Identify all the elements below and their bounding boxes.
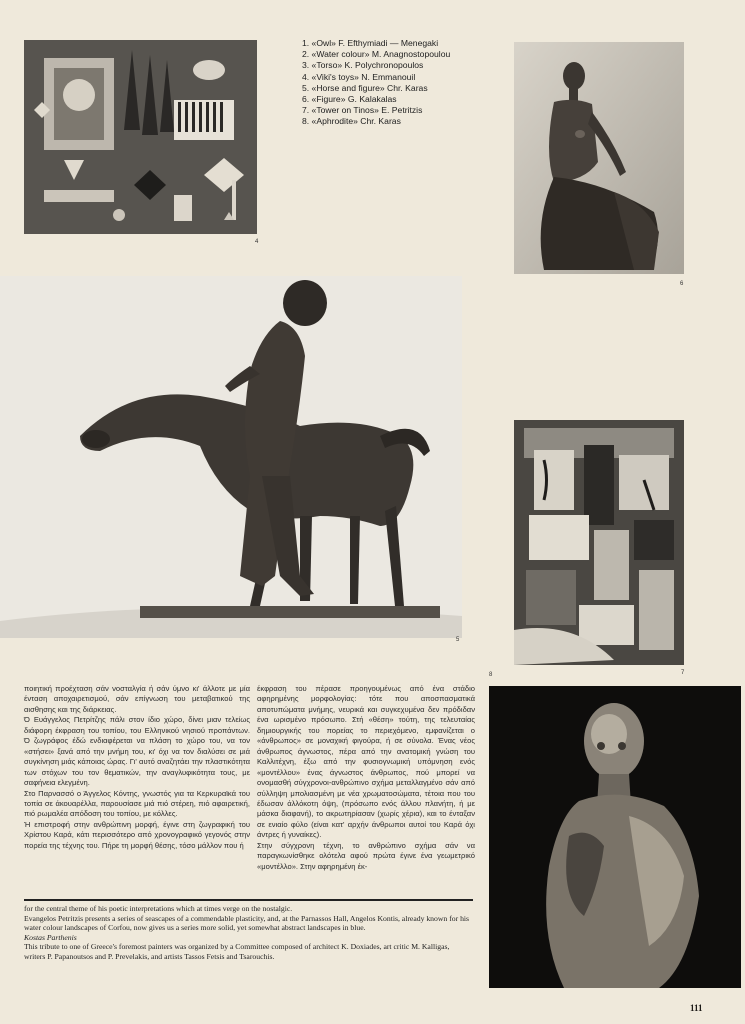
caption-item: 3. «Torso» K. Polychronopoulos: [302, 60, 424, 71]
photo-figure-sculpture: [514, 42, 684, 274]
page-number: 111: [690, 1003, 703, 1013]
photo-tower-on-tinos: [514, 420, 684, 665]
caption-item: 8. «Aphrodite» Chr. Karas: [302, 116, 401, 127]
horse-figure-illustration: [0, 276, 462, 638]
caption-list: [302, 38, 502, 128]
caption-item: 2. «Water colour» M. Anagnostopoulou: [302, 49, 451, 60]
english-paragraph: Evangelos Petritzis presents a series of seascapes of a commendable plasticity, and, at the Parnassos Hall, Angelos Kontis, already known for his water colour landscapes of Corfou, now gives us a series more solid, yet somewhat abstract landscapes in blue.: [24, 913, 470, 933]
caption-item: 7. «Tower on Tinos» E. Petritzis: [302, 105, 423, 116]
greek-paragraph: Ό Ευάγγελος Πετρίτζης πάλι στον ίδιο χώρο, δίνει μιαν τελείως διάφορη έκφραση του τοπίου, του Ελληνικού νησιού προπάντων. Ό ζωγράφος έδώ ενδιαφέρεται να πλάση το χώρο του, να τον «στήσει» ξανά από την μνήμη του, κι' όχι να τον διαλύσει σε μιά συγκίνηση μιάς κάποιας ώρας. Γι' αυτό αναζητάει την πλαστικότητα των στόχων του τον θεματικών, την αναγλυφικότητα τους, με σαφήνεια ελεγμένη.: [24, 715, 250, 788]
greek-paragraph: Ή επιστροφή στην ανθρώπινη μορφή, έγινε στη ζωγραφική του Χρίστου Καρά, κάτι περισσότερο από χρονογραφικό γεγονός στην πορεία της τέχνης του. Πήρε τη μορφή θέσης, τόσο μάλλον που ή: [24, 819, 250, 850]
figure-number-4: 4: [255, 239, 259, 245]
aphrodite-sculpture-illustration: [489, 686, 741, 988]
greek-paragraph: ποιητική προέχταση σάν νοσταλγία ή σάν ύμνο κι' άλλοτε με μία ένταση αποχαιρετισμού, σάν επίγνωση του μεταβατικού της αισθησης και της διάρκειας.: [24, 684, 250, 714]
photo-horse-and-figure: [0, 276, 462, 638]
greek-paragraph: Στο Παρνασσό ο Άγγελος Κόντης, γνωστός για τα Κερκυραϊκά του τοπία σε άκουαρέλλα, παρουσίασε μιά πιό στέρεη, πιό αφαιρετική, πιό ρωμαλέα απόδοση του τοπίου, με κόλλες.: [24, 788, 250, 819]
abstract-painting-illustration: [24, 40, 257, 234]
figure-number-8: 8: [489, 672, 493, 678]
caption-item: 5. «Horse and figure» Chr. Karas: [302, 82, 428, 93]
caption-item: 1. «Owl» F. Efthymiadi — Menegaki: [302, 38, 439, 48]
photo-viki-toys: [24, 40, 257, 234]
tinos-painting-illustration: [514, 420, 684, 665]
english-paragraph: This tribute to one of Greece's foremost painters was organized by a Committee composed of architect K. Doxiades, art critic M. Kalligas, writers P. Papanoutsos and P. Prevelakis, and artists Tassos Fetsis and Tsarouchis.: [24, 942, 450, 961]
greek-text-right: [257, 684, 475, 872]
figure-number-6: 6: [680, 281, 684, 287]
english-author-heading: Kostas Parthenis: [24, 932, 77, 942]
english-paragraph: for the central theme of his poetic interpretations which at times verge on the nostalgic.: [24, 904, 293, 913]
greek-paragraph: Στην σύγχρονη τέχνη, το ανθρώπινο σχήμα σάν να παραγκωνίσθηκε ολότελα αφού πρώτα έγινε ένα γεωμετρικό «μοντέλλο». Στην αφηρημένη έκ-: [257, 840, 475, 871]
caption-item: 4. «Viki's toys» N. Emmanouil: [302, 71, 416, 82]
photo-aphrodite: [489, 686, 741, 988]
greek-paragraph: έκφραση του πέρασε προηγουμένως από ένα στάδιο αφηρημένης μορφολογίας: τότε που αποσπασματικά αποτυπώματα μνήμης, νευρικά και συγκεχυμένα δεν πρόδιδαν ένα ωρισμένο πρόσωπο. Στή «θέση» τούτη, της τελευταίας δημιουργικής του πορείας το περιεχόμενο, εμφανίζεται ο «άνθρωπος» σε μοναχική φιγούρα, ή σε σύνολα. Ένας νέος άνθρωπος άγνωστος, πέρα από την ανατομική γνώση του Καλλιτέχνη, έξω από την φυσιογνωμική υπόμνηση ενός «μοντέλλου» ένας άγνωστος άνθρωπος, πού μπορεί να ονομασθή σύγχρονοι-ανθρώπινο σχήμα μεταλλαγμένο σάν από σύλληψη μπολιασμένη με νέα χρωματοσώματα, τέτοια που του έδωσαν άλλόκοτη όψη, (πρόσωπο ενός άλλου πλανήτη, ή με μάσκα διαφανή), το ακρωτηρίασαν (χωρίς χέρια), και το ένταξαν σε ενιαίο φύλο (είναι κατ' αρχήν άνθρωποι αυτοί του Καρά όχι άντρες ή γυναίκες).: [257, 684, 475, 840]
greek-text-left: [24, 684, 250, 851]
caption-item: 6. «Figure» G. Kalakalas: [302, 94, 397, 105]
seated-figure-illustration: [514, 42, 684, 274]
english-summary: [24, 904, 472, 962]
divider-rule: [24, 899, 473, 901]
bleed-through-text: [640, 12, 643, 23]
figure-number-7: 7: [681, 670, 685, 676]
figure-number-5: 5: [456, 637, 460, 643]
